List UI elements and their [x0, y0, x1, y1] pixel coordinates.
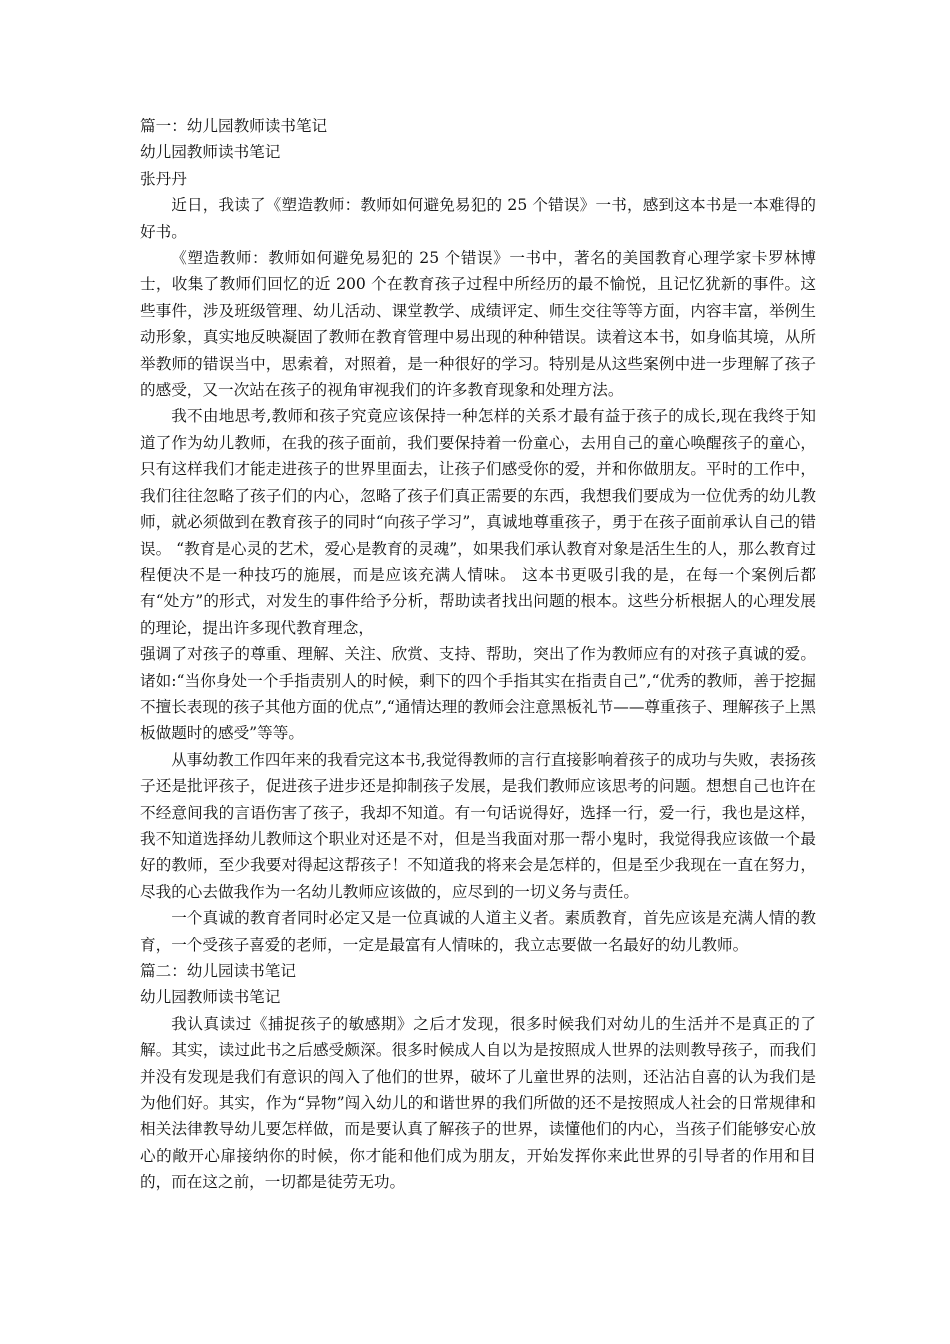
part2-heading: 篇二：幼儿园读书笔记 [140, 962, 296, 980]
part2-paragraph: 我认真读过《捕捉孩子的敏感期》之后才发现，很多时候我们对幼儿的生活并不是真正的了解。其实，读过此书之后感受颇深。很多时候成人自以为是按照成人世界的法则教导孩子，而我们并没有发现是我们有意识的闯入了他们的世界，破坏了儿童世界的法则，还沾沾自喜的认为我们是为他们好。其实，作为“异物”闯入幼儿的和谐世界的我们所做的还不是按照成人社会的日常规律和相关法律教导幼儿要怎样做，而是要认真了解孩子的世界，读懂他们的内心，当孩子们能够安心放心的敞开心扉接纳你的时候，你才能和他们成为朋友，开始发挥你来此世界的引导者的作用和目的，而在这之前，一切都是徒劳无功。 [140, 1014, 816, 1192]
part1-heading: 篇一：幼儿园教师读书笔记 [140, 117, 328, 135]
part1-paragraph: 从事幼教工作四年来的我看完这本书,我觉得教师的言行直接影响着孩子的成功与失败，表扬孩子还是批评孩子，促进孩子进步还是抑制孩子发展，是我们教师应该思考的问题。想想自己也许在不经意间我的言语伤害了孩子，我却不知道。有一句话说得好，选择一行，爱一行，我也是这样，我不知道选择幼儿教师这个职业对还是不对，但是当我面对那一帮小鬼时，我觉得我应该做一个最好的教师，至少我要对得起这帮孩子！不知道我的将来会是怎样的，但是至少我现在一直在努力，尽我的心去做我作为一名幼儿教师应该做的，应尽到的一切义务与责任。 [140, 750, 816, 901]
part1-title: 幼儿园教师读书笔记 [140, 143, 281, 162]
part1-paragraph: 强调了对孩子的尊重、理解、关注、欣赏、支持、帮助，突出了作为教师应有的对孩子真诚的爱。诸如:“当你身处一个手指责别人的时候，剩下的四个手指其实在指责自己”,“优秀的教师，善于挖掘不擅长表现的孩子其他方面的优点”,“通情达理的教师会注意黑板礼节——尊重孩子、理解孩子上黑板做题时的感受”等等。 [140, 645, 816, 743]
part1-paragraph: 近日，我读了《塑造教师：教师如何避免易犯的 25 个错误》一书，感到这本书是一本难得的好书。 [140, 196, 816, 241]
part1-paragraph: 我不由地思考,教师和孩子究竟应该保持一种怎样的关系才最有益于孩子的成长,现在我终于知道了作为幼儿教师，在我的孩子面前，我们要保持着一份童心，去用自己的童心唤醒孩子的童心，只有这样我们才能走进孩子的世界里面去，让孩子们感受你的爱，并和你做朋友。平时的工作中，我们往往忽略了孩子们的内心，忽略了孩子们真正需要的东西，我想我们要成为一位优秀的幼儿教师，就必须做到在教育孩子的同时“向孩子学习”，真诚地尊重孩子，勇于在孩子面前承认自己的错误。 “教育是心灵的艺术，爱心是教育的灵魂”，如果我们承认教育对象是活生生的人，那么教育过程便决不是一种技巧的施展，而是应该充满人情味。 这本书更吸引我的是，在每一个案例后都有“处方”的形式，对发生的事件给予分析，帮助读者找出问题的根本。这些分析根据人的心理发展的理论，提出许多现代教育理念， [140, 407, 816, 637]
part2-title: 幼儿园教师读书笔记 [140, 988, 281, 1007]
part1-paragraph: 《塑造教师：教师如何避免易犯的 25 个错误》一书中，著名的美国教育心理学家卡罗林博士，收集了教师们回忆的近 200 个在教育孩子过程中所经历的最不愉悦，且记忆犹新的事件。这些事件，涉及班级管理、幼儿活动、课堂教学、成绩评定、师生交往等等方面，内容丰富，举例生动形象，真实地反映凝固了教师在教育管理中易出现的种种错误。读着这本书，如身临其境，从所举教师的错误当中，思索着，对照着，是一种很好的学习。特别是从这些案例中进一步理解了孩子的感受，又一次站在孩子的视角审视我们的许多教育现象和处理方法。 [140, 249, 816, 400]
part1-author: 张丹丹 [140, 169, 187, 188]
part1-paragraph: 一个真诚的教育者同时必定又是一位真诚的人道主义者。素质教育，首先应该是充满人情的教育，一个受孩子喜爱的老师，一定是最富有人情味的，我立志要做一名最好的幼儿教师。 [140, 909, 816, 954]
document-page [140, 113, 816, 1196]
